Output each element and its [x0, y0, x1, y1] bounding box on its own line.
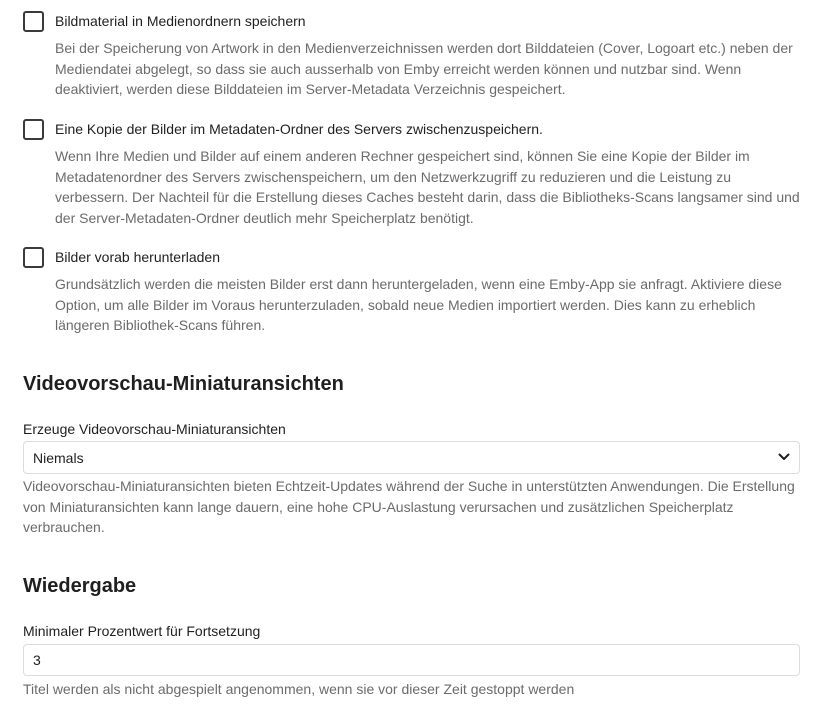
option-download-images-in-advance [23, 247, 800, 337]
download-images-label[interactable]: Bilder vorab herunterladen [55, 249, 220, 265]
download-images-checkbox[interactable] [23, 247, 44, 268]
video-preview-select[interactable] [23, 441, 800, 474]
video-preview-selected-value: Niemals [33, 450, 84, 466]
option-cache-images-in-metadata [23, 119, 800, 229]
video-preview-heading: Videovorschau-Miniaturansichten [23, 373, 344, 395]
option-save-artwork-in-media-folders [23, 11, 800, 101]
cache-images-label[interactable]: Eine Kopie der Bilder im Metadaten-Ordner des Servers zwischenzuspeichern. [55, 121, 543, 137]
save-artwork-checkbox[interactable] [23, 11, 44, 32]
resume-min-percent-description: Titel werden als nicht abgespielt angenommen, wenn sie vor dieser Zeit gestoppt werden [23, 681, 575, 697]
video-preview-field-label: Erzeuge Videovorschau-Miniaturansichten [23, 421, 286, 437]
download-images-description: Grundsätzlich werden die meisten Bilder erst dann heruntergeladen, wenn eine Emby-App sie anfragt. Aktiviere diese Option, um alle Bilder im Voraus herunterzuladen, sobald neue Medien importiert werden. Dies kann zu erheblich längeren Bibliothek-Scans führen. [55, 276, 782, 334]
cache-images-description: Wenn Ihre Medien und Bilder auf einem anderen Rechner gespeichert sind, können Sie eine Kopie der Bilder im Metadatenordner des Servers zwischenspeichern, um den Netzwerkzugriff zu reduzieren und die Leistung zu verbessern. Der Nachteil für die Erstellung dieses Caches besteht darin, dass die Bibliotheks-Scans langsamer sind und der Server-Metadaten-Ordner deutlich mehr Speicherplatz benötigt. [55, 148, 800, 226]
video-preview-description: Videovorschau-Miniaturansichten bieten Echtzeit-Updates während der Suche in unterstützten Anwendungen. Die Erstellung von Miniaturansichten kann lange dauern, eine hohe CPU-Auslastung verursachen und zusätzlichen Speicherplatz verbrauchen. [23, 478, 795, 536]
playback-heading: Wiedergabe [23, 575, 137, 597]
chevron-down-icon [777, 450, 791, 464]
save-artwork-label[interactable]: Bildmaterial in Medienordnern speichern [55, 13, 306, 29]
cache-images-checkbox[interactable] [23, 119, 44, 140]
resume-min-percent-input[interactable] [23, 644, 800, 676]
save-artwork-description: Bei der Speicherung von Artwork in den Medienverzeichnissen werden dort Bilddateien (Cover, Logoart etc.) neben der Mediendatei abgelegt, so dass sie auch ausserhalb von Emby erreicht werden können und nutzbar sind. Wenn deaktiviert, werden diese Bilddateien im Server-Metadata Verzeichnis gespeichert. [55, 40, 793, 98]
resume-min-percent-label: Minimaler Prozentwert für Fortsetzung [23, 623, 261, 639]
